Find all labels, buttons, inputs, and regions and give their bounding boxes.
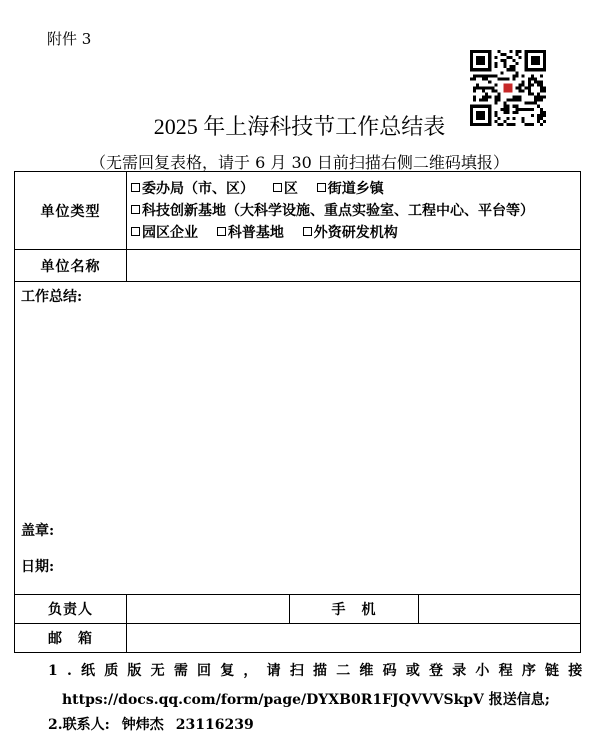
email-row [15, 624, 581, 653]
option-label: 园区企业 [142, 224, 198, 241]
unit-type-option-line [127, 222, 580, 244]
unit-name-field[interactable] [127, 250, 581, 282]
option-label: 区 [283, 180, 298, 197]
phone-label: 手 机 [290, 595, 419, 624]
unit-name-label: 单位名称 [15, 250, 127, 282]
summary-row [15, 282, 581, 595]
checkbox-icon[interactable] [131, 183, 140, 192]
option-label: 科普基地 [227, 224, 284, 241]
option-label: 科技创新基地（大科学设施、重点实验室、工程中心、平台等） [142, 202, 534, 219]
summary-label: 工作总结: [21, 289, 83, 305]
checkbox-icon[interactable] [131, 227, 140, 236]
form-link[interactable]: https://docs.qq.com/form/page/DYXB0R1FJQVVVSkpV 报送信息; [62, 692, 550, 708]
option-commission-bureau[interactable] [131, 181, 254, 197]
contact-prefix: 2.联系人: [48, 717, 110, 733]
seal-label: 盖章: [21, 523, 55, 539]
attachment-number: 附件 3 [47, 30, 92, 48]
checkbox-icon[interactable] [317, 183, 326, 192]
option-district[interactable] [273, 181, 298, 197]
contact-phone: 23116239 [175, 717, 254, 733]
note-1: 1.纸质版无需回复，请扫描二维码或登录小程序链接 [48, 663, 592, 679]
date-label: 日期: [21, 559, 55, 575]
contact-name: 钟炜杰 [121, 717, 164, 733]
option-label: 委办局（市、区） [142, 180, 254, 197]
unit-type-options [127, 172, 581, 250]
unit-type-option-line [127, 178, 580, 200]
summary-field[interactable] [15, 282, 581, 595]
option-park-enterprise[interactable] [131, 225, 198, 241]
option-foreign-rd[interactable] [303, 225, 398, 241]
option-label: 外资研发机构 [313, 224, 398, 241]
page-subtitle: （无需回复表格，请于 6 月 30 日前扫描右侧二维码填报） [90, 153, 509, 172]
checkbox-icon[interactable] [303, 227, 312, 236]
unit-type-label: 单位类型 [15, 172, 127, 250]
option-street-town[interactable] [317, 181, 384, 197]
option-science-base[interactable] [217, 225, 284, 241]
email-label: 邮 箱 [15, 624, 127, 653]
summary-form-table [14, 171, 581, 653]
email-field[interactable] [127, 624, 581, 653]
phone-field[interactable] [419, 595, 581, 624]
unit-type-option-line [127, 200, 580, 222]
checkbox-icon[interactable] [217, 227, 226, 236]
checkbox-icon[interactable] [131, 205, 140, 214]
person-label: 负责人 [15, 595, 127, 624]
note-2-contact [48, 714, 266, 734]
unit-type-row [15, 172, 581, 250]
contact-row [15, 595, 581, 624]
option-label: 街道乡镇 [327, 180, 384, 197]
person-field[interactable] [127, 595, 290, 624]
unit-name-row [15, 250, 581, 282]
option-innovation-base[interactable] [131, 203, 534, 219]
checkbox-icon[interactable] [273, 183, 282, 192]
page-title: 2025 年上海科技节工作总结表 [153, 114, 446, 139]
